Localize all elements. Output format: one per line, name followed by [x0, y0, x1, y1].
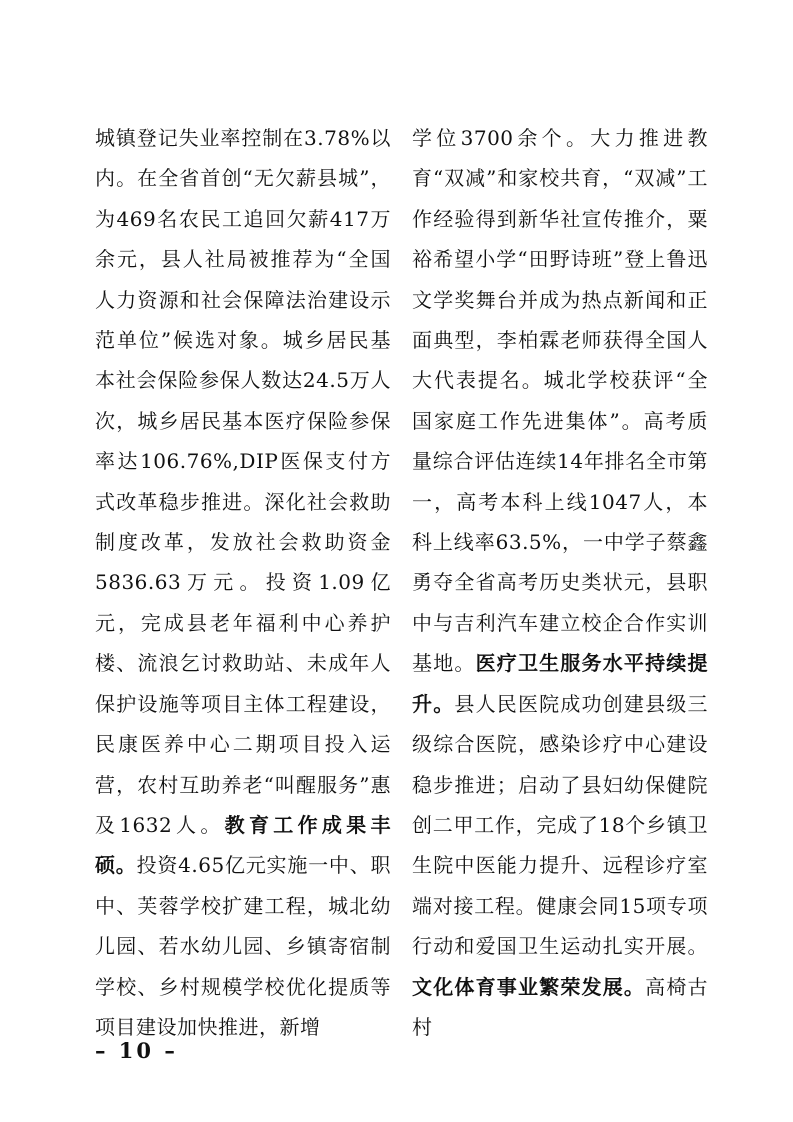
- right-heading-culture: 文化体育事业繁荣发展。: [412, 974, 646, 999]
- right-heading-medical: 医疗卫生服务水平持续提升。: [412, 651, 709, 716]
- left-paragraph-2: 投资4.65亿元实施一中、职中、芙蓉学校扩建工程，城北幼儿园、若水幼儿园、乡镇寄宿制学校、乡村规模学校优化提质等项目建设加快推进，新增: [95, 853, 391, 1039]
- right-paragraph-3: 高椅古村: [412, 974, 709, 1039]
- left-heading-education: 教育工作成果丰硕。: [95, 812, 391, 878]
- right-paragraph-1: 学位3700余个。大力推进教育“双减”和家校共育，“双减”工作经验得到新华社宣传推介，粟裕希望小学“田野诗班”登上鲁迅文学奖舞台并成为热点新闻和正面典型，李柏霖老师获得全国人大代表提名。城北学校获评“全国家庭工作先进集体”。高考质量综合评估连续14年排名全市第一，高考本科上线1047人，本科上线率63.5%，一中学子蔡鑫勇夺全省高考历史类状元，县职中与吉利汽车建立校企合作实训基地。: [412, 126, 708, 676]
- right-text-column: [412, 118, 708, 1047]
- left-paragraph-1: 城镇登记失业率控制在3.78%以内。在全省首创“无欠薪县城”，为469名农民工追回欠薪417万余元，县人社局被推荐为“全国人力资源和社会保障法治建设示范单位”候选对象。城乡居民基本社会保险参保人数达24.5万人次，城乡居民基本医疗保险参保率达106.76%,DIP医保支付方式改革稳步推进。深化社会救助制度改革，发放社会救助资金5836.63万元。投资1.09亿元，完成县老年福利中心养护楼、流浪乞讨救助站、未成年人保护设施等项目主体工程建设，民康医养中心二期项目投入运营，农村互助养老“叫醒服务”惠及1632人。: [95, 126, 391, 837]
- left-text-column: [95, 118, 391, 1047]
- page-number: – 10 –: [95, 1038, 178, 1063]
- right-paragraph-2: 县人民医院成功创建县级三级综合医院，感染诊疗中心建设稳步推进；启动了县妇幼保健院创二甲工作，完成了18个乡镇卫生院中医能力提升、远程诊疗室端对接工程。健康会同15项专项行动和爱国卫生运动扎实开展。: [412, 691, 709, 959]
